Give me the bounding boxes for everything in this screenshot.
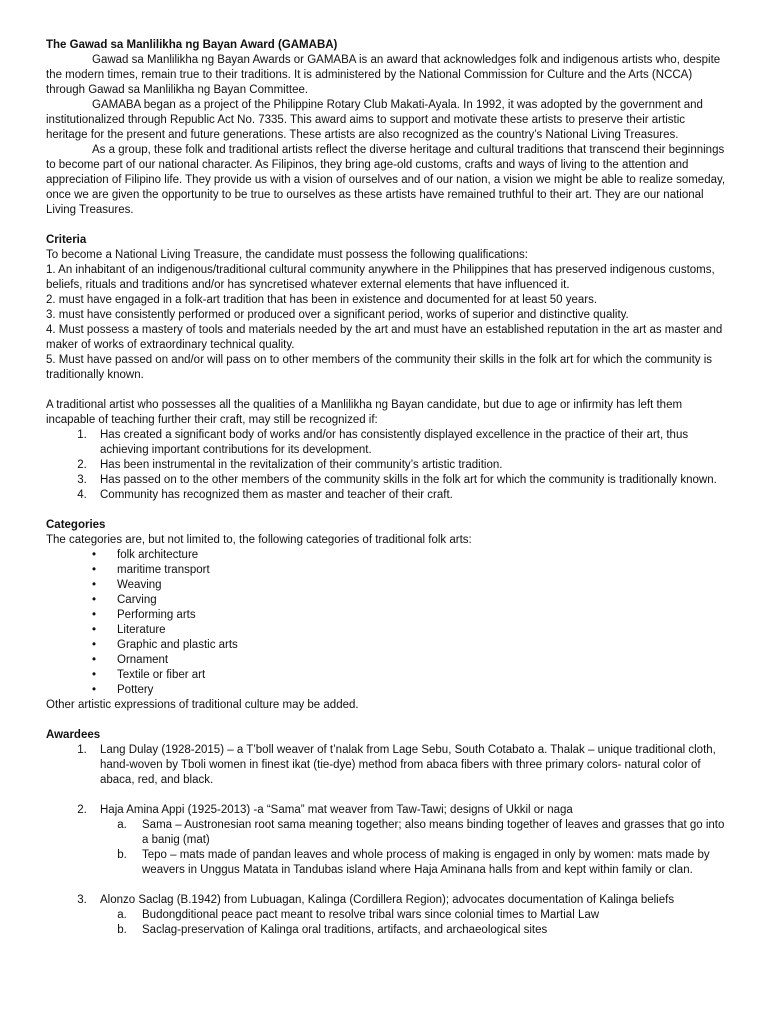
criteria-item: 5. Must have passed on and/or will pass on to other members of the community their skills in the folk art for which the community is traditionally known. [46, 354, 713, 381]
intro-paragraph: As a group, these folk and traditional artists reflect the diverse heritage and cultural traditions that transcend their beginnings to become part of our national character. As Filipinos, they bring age-old customs, crafts and ways of living to the attention and appreciation of Filipino life. They provide us with a vision of ourselves and of our nation, a vision we might be able to realize someday, once we are given the opportunity to be true to ourselves as these artists have remained truthful to their art. They are our national Living Treasures. [46, 144, 726, 216]
criteria-heading: Criteria [46, 234, 87, 246]
awardee-item [90, 743, 728, 788]
criteria-alt-item: 4. Community has recognized them as master and teacher of their craft. [90, 488, 728, 503]
awardee-text: Haja Amina Appi (1925-2013) -a “Sama” mat weaver from Taw-Tawi; designs of Ukkil or naga [100, 804, 573, 816]
criteria-alt-item: 3. Has passed on to the other members of the community skills in the folk art for which the community is traditionally known. [90, 473, 728, 488]
awardee-subitem: a. Sama – Austronesian root sama meaning together; also means binding together of leaves and grasses that go into a banig (mat) [130, 818, 728, 848]
awardees-list [46, 743, 728, 938]
awardee-item [90, 893, 728, 938]
category-item: • folk architecture [92, 548, 728, 563]
criteria-item: 4. Must possess a mastery of tools and materials needed by the art and must have an established reputation in the art as master and maker of works of extraordinary technical quality. [46, 324, 723, 351]
intro-paragraph: GAMABA began as a project of the Philippine Rotary Club Makati-Ayala. In 1992, it was adopted by the government and institutionalized through Republic Act No. 7335. This award aims to support and motivate these artists to preserve their artistic heritage for the present and future generations. These artists are also recognized as the country’s National Living Treasures. [46, 99, 703, 141]
awardees-heading: Awardees [46, 729, 101, 741]
awardee-sublist [100, 908, 728, 938]
category-item: • Ornament [92, 653, 728, 668]
awardee-item [90, 803, 728, 878]
intro-paragraph: Gawad sa Manlilikha ng Bayan Awards or GAMABA is an award that acknowledges folk and indigenous artists who, despite the modern times, remain true to their traditions. It is administered by the National Commission for Culture and the Arts (NCCA) through Gawad sa Manlilikha ng Bayan Committee. [46, 54, 721, 96]
category-item: • Literature [92, 623, 728, 638]
criteria-alt-item: 2. Has been instrumental in the revitalization of their community’s artistic tradition. [90, 458, 728, 473]
category-item: • maritime transport [92, 563, 728, 578]
awardee-text: Alonzo Saclag (B.1942) from Lubuagan, Kalinga (Cordillera Region); advocates documentation of Kalinga beliefs [100, 894, 675, 906]
awardee-subitem: b. Tepo – mats made of pandan leaves and whole process of making is engaged in only by women: mats made by weavers in Unggus Matata in Tandubas island where Haja Aminana halls from and kept within family or clan. [130, 848, 728, 878]
awardee-sublist [100, 818, 728, 878]
category-item: • Weaving [92, 578, 728, 593]
category-item: • Graphic and plastic arts [92, 638, 728, 653]
document-title: The Gawad sa Manlilikha ng Bayan Award (GAMABA) [46, 39, 338, 51]
categories-footer: Other artistic expressions of traditional culture may be added. [46, 699, 359, 711]
criteria-alt-list [46, 428, 728, 503]
awardee-subitem: b. Saclag-preservation of Kalinga oral traditions, artifacts, and archaeological sites [130, 923, 728, 938]
criteria-item: 3. must have consistently performed or produced over a significant period, works of superior and distinctive quality. [46, 309, 629, 321]
criteria-lead: To become a National Living Treasure, the candidate must possess the following qualifications: [46, 249, 528, 261]
categories-heading: Categories [46, 519, 106, 531]
categories-lead: The categories are, but not limited to, the following categories of traditional folk arts: [46, 534, 472, 546]
categories-list [46, 548, 728, 698]
criteria-alt-item: 1. Has created a significant body of works and/or has consistently displayed excellence in the practice of their art, thus achieving important contributions for its development. [90, 428, 728, 458]
criteria-item: 2. must have engaged in a folk-art tradition that has been in existence and documented for at least 50 years. [46, 294, 598, 306]
category-item: • Pottery [92, 683, 728, 698]
category-item: • Carving [92, 593, 728, 608]
awardee-subitem: a. Budongditional peace pact meant to resolve tribal wars since colonial times to Martial Law [130, 908, 728, 923]
category-item: • Textile or fiber art [92, 668, 728, 683]
category-item: • Performing arts [92, 608, 728, 623]
criteria-alt-lead: A traditional artist who possesses all the qualities of a Manlilikha ng Bayan candidate, but due to age or infirmity has left them incapable of teaching further their craft, may still be recognized if: [46, 399, 683, 426]
awardee-text: Lang Dulay (1928-2015) – a T’boll weaver of t’nalak from Lage Sebu, South Cotabato a. Thalak – unique traditional cloth, hand-woven by Tboli women in finest ikat (tie-dye) method from abaca fibers with three primary colors- natural color of abaca, red, and black. [100, 744, 716, 786]
criteria-item: 1. An inhabitant of an indigenous/traditional cultural community anywhere in the Philippines that has preserved indigenous customs, beliefs, rituals and traditions and/or has syncretised whatever external elements that have influenced it. [46, 264, 715, 291]
